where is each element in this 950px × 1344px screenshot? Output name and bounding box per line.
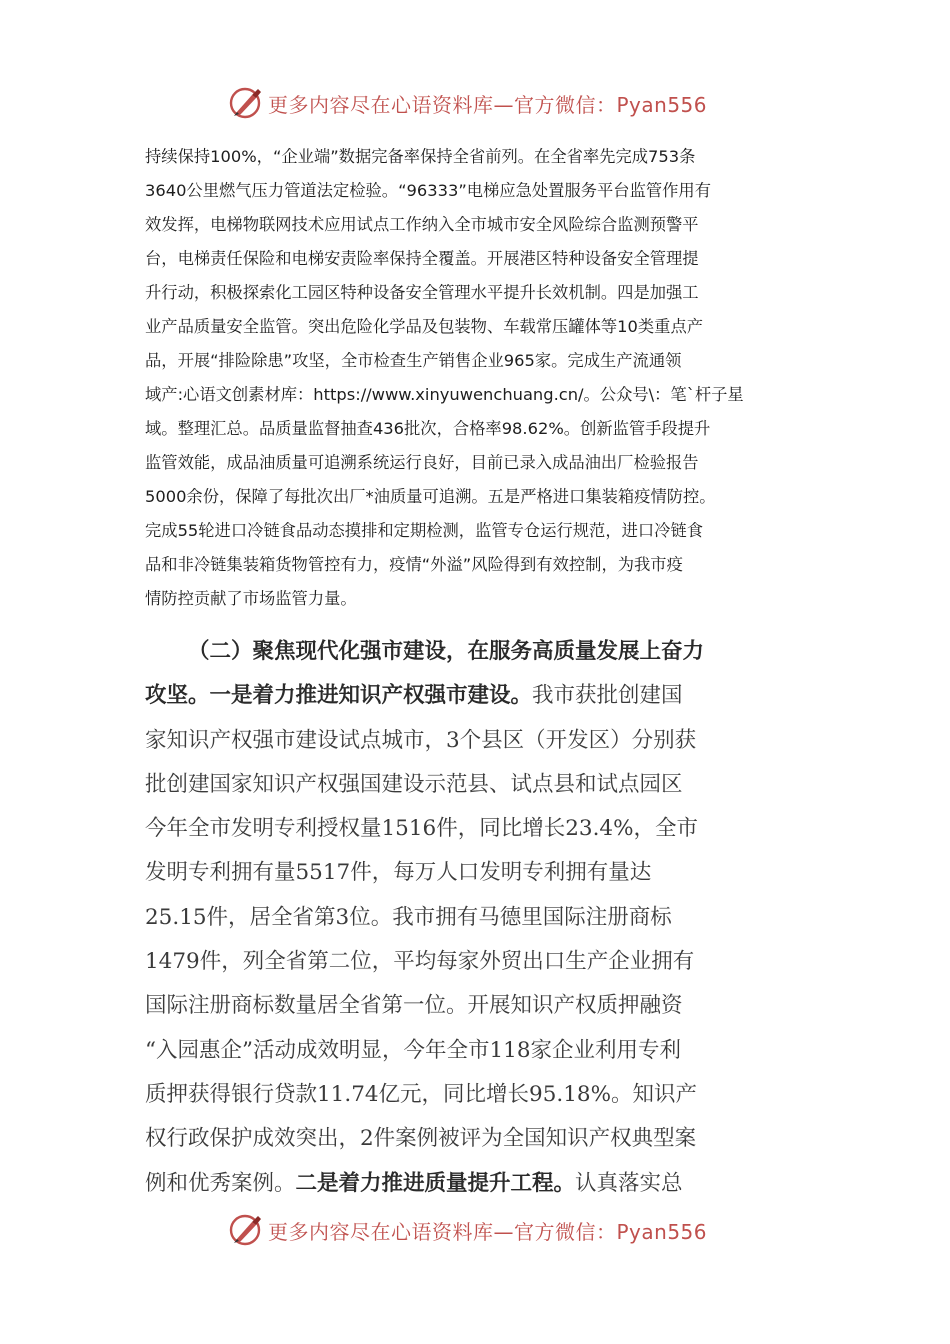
text-line: 效发挥，电梯物联网技术应用试点工作纳入全市城市安全风险综合监测预警平 xyxy=(145,215,699,234)
text-line xyxy=(145,674,825,718)
bold-run: 二是着力推进质量提升工程。 xyxy=(295,1170,576,1196)
footer-banner-text: 更多内容尽在心语资料库—官方微信：Pyan556 xyxy=(268,1219,708,1244)
pen-logo-icon xyxy=(228,1212,264,1248)
pen-logo-icon xyxy=(228,85,264,121)
text-line: 持续保持100%，“企业端”数据完备率保持全省前列。在全省率先完成753条 xyxy=(145,147,696,166)
text-line: 质押获得银行贷款11.74亿元，同比增长95.18%。知识产 xyxy=(145,1081,698,1107)
header-banner xyxy=(228,83,748,123)
text-line: 完成55轮进口冷链食品动态摸排和定期检测，监管专仓运行规范，进口冷链食 xyxy=(145,521,704,540)
text-line: 发明专利拥有量5517件，每万人口发明专利拥有量达 xyxy=(145,860,652,886)
bold-run: 攻坚。一是着力推进知识产权强市建设。 xyxy=(145,683,533,709)
text-line: 台，电梯责任保险和电梯安责险率保持全覆盖。开展港区特种设备安全管理提 xyxy=(145,249,699,268)
section-heading: （二）聚焦现代化强市建设，在服务高质量发展上奋力 xyxy=(188,639,705,664)
footer-banner xyxy=(228,1210,748,1250)
text-line: 权行政保护成效突出，2件案例被评为全国知识产权典型案 xyxy=(145,1126,697,1152)
text-line: 5000余份，保障了每批次出厂*油质量可追溯。五是严格进口集装箱疫情防控。 xyxy=(145,487,716,506)
text-run: 我市获批创建国 xyxy=(532,683,683,709)
header-banner-text: 更多内容尽在心语资料库—官方微信：Pyan556 xyxy=(268,92,708,117)
text-line: 今年全市发明专利授权量1516件，同比增长23.4%，全市 xyxy=(145,816,699,842)
text-line: 域产:心语文创素材库：https://www.xinyuwenchuang.cn/。公众号\：笔`杆子星 xyxy=(145,385,744,404)
text-line: 业产品质量安全监管。突出危险化学品及包装物、车载常压罐体等10类重点产 xyxy=(145,317,704,336)
text-line: 情防控贡献了市场监管力量。 xyxy=(145,589,357,608)
text-line xyxy=(145,1162,825,1206)
body-paragraph-small xyxy=(145,140,825,616)
text-line: 3640公里燃气压力管道法定检验。“96333”电梯应急处置服务平台监管作用有 xyxy=(145,181,711,200)
text-run: 例和优秀案例。 xyxy=(145,1170,296,1196)
text-line: 升行动，积极探索化工园区特种设备安全管理水平提升长效机制。四是加强工 xyxy=(145,283,699,302)
text-line: 国际注册商标数量居全省第一位。开展知识产权质押融资 xyxy=(145,993,683,1019)
text-line: 25.15件，居全省第3位。我市拥有马德里国际注册商标 xyxy=(145,904,672,930)
text-line: 域。整理汇总。品质量监督抽查436批次，合格率98.62%。创新监管手段提升 xyxy=(145,419,711,438)
text-line: 品和非冷链集装箱货物管控有力，疫情“外溢”风险得到有效控制，为我市疫 xyxy=(145,555,683,574)
text-line: 1479件，列全省第二位，平均每家外贸出口生产企业拥有 xyxy=(145,949,695,975)
text-line: “入园惠企”活动成效明显，今年全市118家企业利用专利 xyxy=(145,1037,682,1063)
text-line: 家知识产权强市建设试点城市，3个县区（开发区）分别获 xyxy=(145,727,697,753)
body-paragraph-large xyxy=(145,630,825,1206)
text-line: 监管效能，成品油质量可追溯系统运行良好，目前已录入成品油出厂检验报告 xyxy=(145,453,699,472)
text-line: 品，开展“排险除患”攻坚，全市检查生产销售企业965家。完成生产流通领 xyxy=(145,351,682,370)
text-line: 批创建国家知识产权强国建设示范县、试点县和试点园区 xyxy=(145,771,683,797)
text-run: 认真落实总 xyxy=(575,1170,683,1196)
